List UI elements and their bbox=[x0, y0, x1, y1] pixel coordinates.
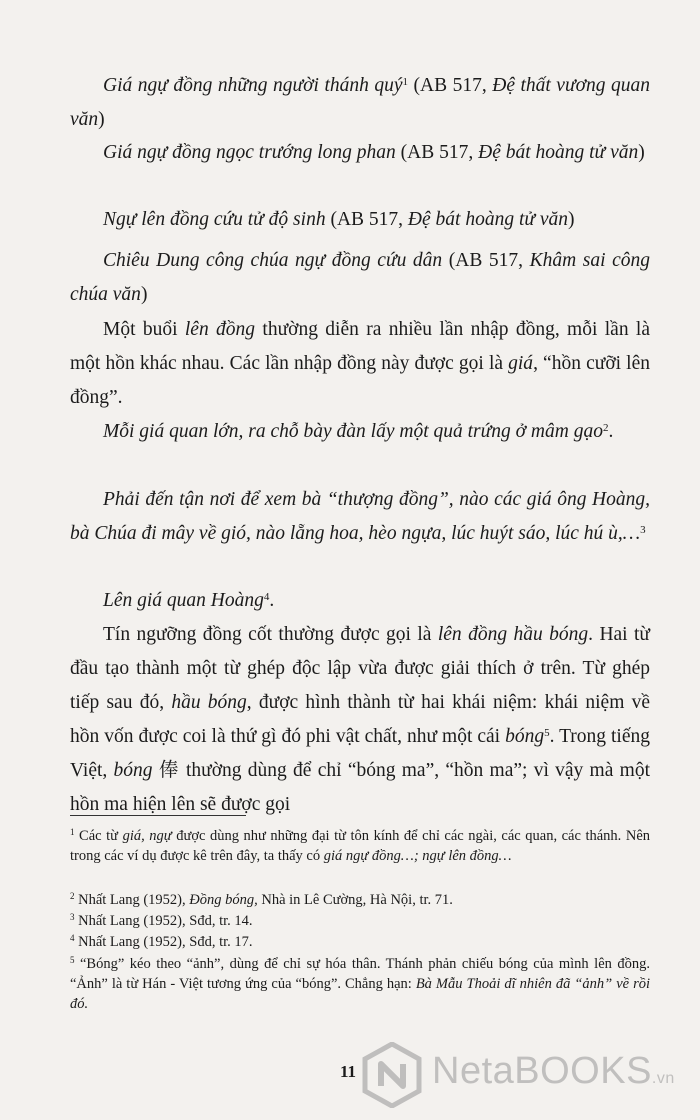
quote-text: Mỗi giá quan lớn, ra chỗ bày đàn lấy một quả trứng ở mâm gạo bbox=[103, 421, 603, 442]
body-paragraph-2 bbox=[70, 618, 650, 822]
text: . Trong tiếng Việt, bbox=[70, 726, 651, 781]
footnote-5 bbox=[70, 954, 650, 1014]
citation-close: ) bbox=[140, 284, 148, 305]
citation-title: Đệ thất vương quan văn bbox=[70, 75, 650, 130]
text: thường diễn ra nhiều lần nhập đồng, mỗi lần là một hồn khác nhau. Các lần nhập đồng này được gọi là bbox=[70, 319, 650, 374]
citation-text: (AB 517, bbox=[442, 250, 530, 271]
footnote-number: 1 bbox=[70, 827, 75, 837]
term: bóng bbox=[113, 760, 153, 781]
text: . bbox=[269, 590, 275, 611]
citation-title: Đệ bát hoàng tử văn bbox=[478, 142, 639, 163]
citation-text: (AB 517, bbox=[395, 142, 479, 163]
footnote-ref[interactable]: 2 bbox=[602, 422, 609, 434]
footnote-number: 3 bbox=[70, 912, 75, 922]
quote-text: Giá ngự đồng ngọc trướng long phan bbox=[103, 142, 396, 163]
watermark-text bbox=[432, 1050, 675, 1093]
footnote-ref[interactable]: 3 bbox=[640, 524, 646, 536]
text: Nhất Lang (1952), bbox=[74, 892, 190, 908]
footnote-3 bbox=[70, 911, 650, 931]
footnote-ref[interactable]: 1 bbox=[402, 76, 409, 88]
quote-text: Chiêu Dung công chúa ngự đồng cứu dân bbox=[103, 250, 443, 271]
footnote-divider bbox=[70, 815, 246, 816]
quote-paragraph-7 bbox=[70, 584, 650, 618]
text: , được hình thành từ hai khái niệm: khái niệm về hồn vốn được coi là thứ gì đó phi vật chất, như một cái bbox=[70, 692, 651, 747]
quote-paragraph-1 bbox=[70, 69, 650, 137]
text: 俸 thường dùng để chỉ “bóng ma”, “hồn ma”; vì vậy mà một hồn ma hiện lên sẽ được gọi bbox=[70, 760, 650, 815]
term: lên đồng hầu bóng bbox=[437, 624, 589, 645]
footnote-1 bbox=[70, 826, 650, 866]
citation-close: ) bbox=[568, 209, 575, 230]
citation-title: Khâm sai công chúa văn bbox=[70, 250, 651, 305]
watermark-suffix: .vn bbox=[651, 1070, 675, 1087]
quote-paragraph-4 bbox=[70, 244, 650, 312]
citation-text: (AB 517, bbox=[325, 209, 408, 230]
text: Nhất Lang (1952), Sđd, tr. 14. bbox=[74, 913, 253, 929]
footnote-number: 2 bbox=[70, 891, 75, 901]
quote-paragraph-6 bbox=[70, 483, 650, 551]
text: Tín ngưỡng đồng cốt thường được gọi là bbox=[103, 624, 438, 645]
citation-close: ) bbox=[638, 142, 645, 163]
footnote-4 bbox=[70, 932, 650, 952]
term: Bà Mẫu Thoải dĩ nhiên đã “ảnh” về rồi đó. bbox=[70, 976, 650, 1012]
netabooks-logo-icon bbox=[362, 1042, 422, 1108]
watermark bbox=[362, 1042, 700, 1112]
quote-paragraph-2 bbox=[70, 136, 650, 170]
page-number: 11 bbox=[340, 1062, 357, 1081]
footnote-ref[interactable]: 5 bbox=[544, 727, 550, 739]
book-title: Đồng bóng, bbox=[189, 892, 258, 908]
text: Một buổi bbox=[103, 319, 185, 340]
quote-paragraph-3 bbox=[70, 203, 650, 237]
text: Nhà in Lê Cường, Hà Nội, tr. 71. bbox=[257, 892, 453, 908]
quote-paragraph-5 bbox=[70, 415, 650, 449]
term: giá ngự đồng…; ngự lên đồng… bbox=[323, 848, 512, 864]
quote-text: Giá ngự đồng những người thánh quý bbox=[103, 75, 403, 96]
text: Nhất Lang (1952), Sđd, tr. 17. bbox=[74, 934, 253, 950]
body-paragraph-1 bbox=[70, 313, 650, 415]
citation-text: (AB 517, bbox=[408, 75, 493, 96]
footnote-ref[interactable]: 4 bbox=[263, 591, 270, 603]
footnote-number: 5 bbox=[70, 955, 75, 965]
text: . bbox=[608, 421, 614, 442]
quote-text: Ngự lên đồng cứu tử độ sinh bbox=[103, 209, 326, 230]
footnote-number: 4 bbox=[70, 933, 75, 943]
term: giá bbox=[508, 353, 534, 374]
quote-text: Lên giá quan Hoàng bbox=[103, 590, 264, 611]
term: bóng bbox=[505, 726, 545, 747]
text: được dùng như những đại từ tôn kính để chỉ các ngài, các quan, các thánh. Nên trong các ví dụ được kê trên đây, ta thấy có bbox=[70, 828, 651, 864]
citation-title: Đệ bát hoàng tử văn bbox=[407, 209, 569, 230]
text: . Hai từ đầu tạo thành một từ ghép độc lập vừa được giải thích ở trên. Từ ghép tiếp sau đó, bbox=[70, 624, 650, 713]
watermark-brand: NetaBOOKS bbox=[432, 1050, 652, 1092]
term: hầu bóng bbox=[171, 692, 247, 713]
term: giá, ngự bbox=[122, 828, 172, 844]
text: Các từ bbox=[74, 828, 123, 844]
term: lên đồng bbox=[184, 319, 256, 340]
text: , “hồn cưỡi lên đồng”. bbox=[70, 353, 650, 408]
quote-text: Phải đến tận nơi để xem bà “thượng đồng”, nào các giá ông Hoàng, bà Chúa đi mây về gió, nào lẵng hoa, hèo ngựa, lúc huýt sáo, lúc hú ù,… bbox=[70, 489, 650, 544]
citation-close: ) bbox=[98, 109, 105, 130]
footnote-2 bbox=[70, 890, 650, 910]
text: “Bóng” kéo theo “ảnh”, dùng để chỉ sự hóa thân. Thánh phản chiếu bóng của mình lên đồng. “Ảnh” là từ Hán - Việt tương ứng của “bóng”. Chẳng hạn: bbox=[70, 956, 650, 992]
